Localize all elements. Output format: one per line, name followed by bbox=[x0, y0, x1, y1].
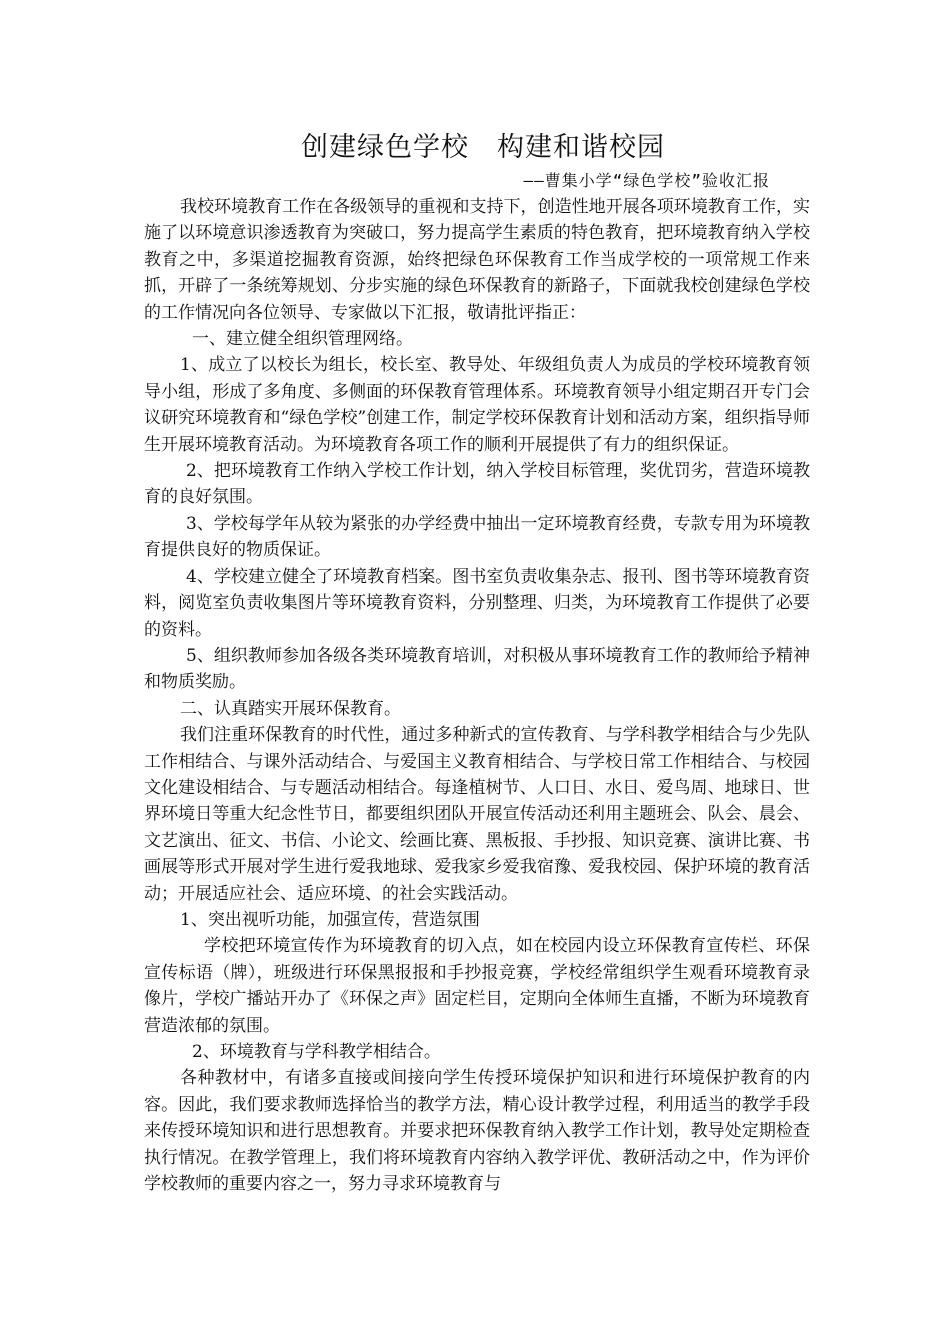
document-subtitle: ——曹集小学“绿色学校”验收汇报 bbox=[523, 171, 770, 190]
document-title: 创建绿色学校 构建和谐校园 bbox=[301, 132, 665, 163]
body-paragraph: 学校把环境宣传作为环境教育的切入点，如在校园内设立环保教育宣传栏、环保宣传标语（牌），班级进行环保黑报报和手抄报竞赛，学校经常组织学生观看环境教育录像片，学校广播站开办了《环保之声》固定栏目，定期向全体师生直播，不断为环境教育营造浓郁的氛围。 bbox=[144, 936, 810, 1036]
body-paragraph: 4、学校建立健全了环境教育档案。图书室负责收集杂志、报刊、图书等环境教育资料，阅览室负责收集图片等环境教育资料，分别整理、归类，为环境教育工作提供了必要的资料。 bbox=[144, 566, 810, 640]
subsection-heading: 1、突出视听功能，加强宣传，营造氛围 bbox=[180, 909, 480, 930]
body-paragraph: 2、把环境教育工作纳入学校工作计划，纳入学校目标管理，奖优罚劣，营造环境教育的良好氛围。 bbox=[144, 461, 810, 508]
body-paragraph: 1、成立了以校长为组长，校长室、教导处、年级组负责人为成员的学校环境教育领导小组，形成了多角度、多侧面的环保教育管理体系。环境教育领导小组定期召开专门会议研究环境教育和“绿色学校”创建工作，制定学校环保教育计划和活动方案，组织指导师生开展环境教育活动。为环境教育各项工作的顺利开展提供了有力的组织保证。 bbox=[144, 355, 810, 455]
subsection-heading: 2、环境教育与学科教学相结合。 bbox=[192, 1042, 441, 1062]
document-body bbox=[144, 194, 810, 1197]
body-paragraph: 各种教材中，有诸多直接或间接向学生传授环境保护知识和进行环境保护教育的内容。因此，我们要求教师选择恰当的教学方法，精心设计教学过程，利用适当的教学手段来传授环境知识和进行思想教育。并要求把环保教育纳入教学工作计划，教导处定期检查执行情况。在教学管理上，我们将环境教育内容纳入教学评优、教研活动之中，作为评价学校教师的重要内容之一，努力寻求环境教育与 bbox=[144, 1068, 810, 1195]
section-heading-1: 一、建立健全组织管理网络。 bbox=[192, 329, 413, 350]
section-heading-2: 二、认真踏实开展环保教育。 bbox=[180, 698, 401, 719]
body-paragraph: 5、组织教师参加各级各类环境教育培训，对积极从事环境教育工作的教师给予精神和物质奖励。 bbox=[144, 645, 810, 693]
body-paragraph: 我们注重环保教育的时代性，通过多种新式的宣传教育、与学科教学相结合与少先队工作相结合、与课外活动结合、与爱国主义教育相结合、与学校日常工作相结合、与校园文化建设相结合、与专题活动相结合。每逢植树节、人口日、水日、爱鸟周、地球日、世界环境日等重大纪念性节日，都要组织团队开展宣传活动还利用主题班会、队会、晨会、文艺演出、征文、书信、小论文、绘画比赛、黑板报、手抄报、知识竞赛、演讲比赛、书画展等形式开展对学生进行爱我地球、爱我家乡爱我宿豫、爱我校园、保护环境的教育活动；开展适应社会、适应环境、的社会实践活动。 bbox=[144, 725, 810, 904]
body-paragraph: 3、学校每学年从较为紧张的办学经费中抽出一定环境教育经费，专款专用为环境教育提供良好的物质保证。 bbox=[144, 513, 810, 561]
intro-paragraph: 我校环境教育工作在各级领导的重视和支持下，创造性地开展各项环境教育工作，实施了以环境意识渗透教育为突破口，努力提高学生素质的特色教育，把环境教育纳入学校教育之中，多渠道挖掘教育资源，始终把绿色环保教育工作当成学校的一项常规工作来抓，开辟了一条统筹规划、分步实施的绿色环保教育的新路子，下面就我校创建绿色学校的工作情况向各位领导、专家做以下汇报，敬请批评指正： bbox=[144, 197, 810, 323]
